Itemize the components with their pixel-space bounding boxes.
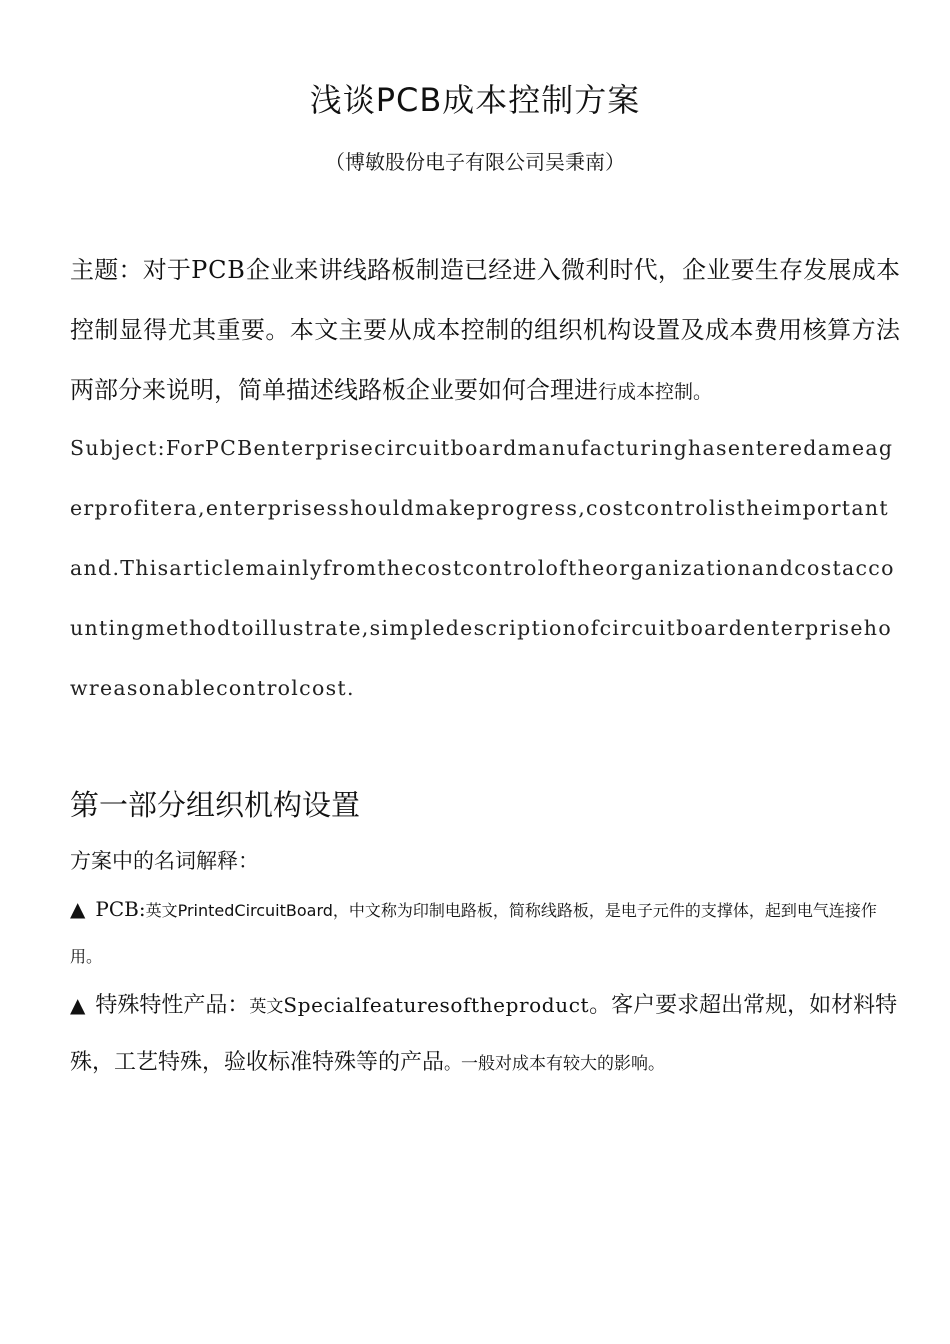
section-heading: 第一部分组织机构设置 <box>70 788 361 822</box>
glossary-item-pcb <box>70 886 900 980</box>
triangle-bullet-icon: ▲ <box>70 897 86 921</box>
abstract-tail: 行成本控制。 <box>598 381 713 403</box>
abstract-body: 企业来讲线路板制造已经进入微利时代，企业要生存发展成本控制显得尤其重要。本文主要从成本控制的组织机构设置及成本费用核算方法两部分来说明，简单描述线路板企业要如何合理进 <box>70 256 901 404</box>
glossary-intro: 方案中的名词解释： <box>70 849 259 873</box>
triangle-bullet-icon: ▲ <box>70 993 86 1017</box>
term-definition: 英文PrintedCircuitBoard，中文称为印制电路板，简称线路板，是电子元件的支撑体，起到电气连接作用。 <box>70 901 877 966</box>
abstract-label: 主题：对于 <box>70 256 192 284</box>
term-definition: 。客户要求超出常规，如材料特殊，工艺特殊，验收标准特殊等的产品 <box>70 993 898 1075</box>
abstract-pcb-term: PCB <box>191 256 246 284</box>
document-subtitle: （博敏股份电子有限公司吴秉南） <box>325 150 625 174</box>
abstract-english: Subject:ForPCBenterprisecircuitboardmanufacturinghasenteredameagerprofitera,enterprisesshouldmakeprogress,costcontrolistheimportantand.Thisarticlemainlyfromthecostcontroloftheorganizationandcostaccountingmethodtoillustrate,simpledescriptionofcircuitboardenterprisehowreasonablecontrolcost. <box>70 436 895 700</box>
term-name: PCB: <box>95 897 146 921</box>
term-english-name: Specialfeaturesoftheproduct <box>283 993 590 1017</box>
abstract-chinese <box>70 240 900 422</box>
glossary-item-special-features <box>70 978 900 1092</box>
term-name: 特殊特性产品： <box>95 993 250 1018</box>
term-prefix: 英文 <box>249 997 284 1017</box>
document-title: 浅谈PCB成本控制方案 <box>309 81 641 119</box>
term-note: 。一般对成本有较大的影响。 <box>444 1054 666 1074</box>
